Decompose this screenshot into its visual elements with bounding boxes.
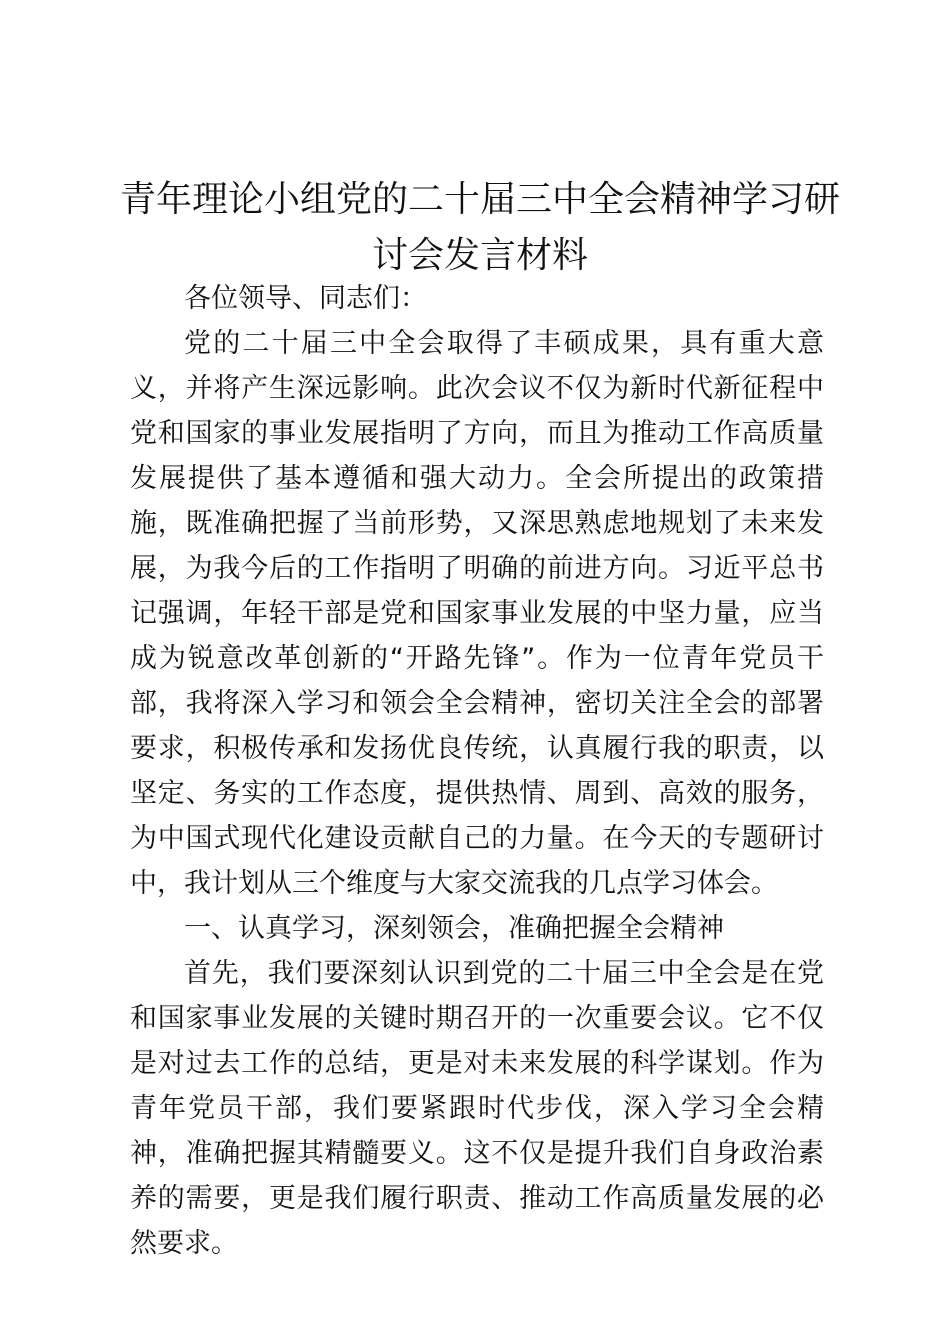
document-title: 青年理论小组党的二十届三中全会精神学习研讨会发言材料 bbox=[120, 179, 841, 276]
document-body bbox=[130, 276, 824, 1266]
section-heading: 一、认真学习，深刻领会，准确把握全会精神 bbox=[184, 913, 724, 944]
salutation: 各位领导、同志们： bbox=[184, 283, 427, 314]
section-paragraph: 首先，我们要深刻认识到党的二十届三中全会是在党和国家事业发展的关键时期召开的一次重要会议。它不仅是对过去工作的总结，更是对未来发展的科学谋划。作为青年党员干部，我们要紧跟时代步伐，深入学习全会精神，准确把握其精髓要义。这不仅是提升我们自身政治素养的需要，更是我们履行职责、推动工作高质量发展的必然要求。 bbox=[130, 958, 824, 1259]
intro-paragraph: 党的二十届三中全会取得了丰硕成果，具有重大意义，并将产生深远影响。此次会议不仅为新时代新征程中党和国家的事业发展指明了方向，而且为推动工作高质量发展提供了基本遵循和强大动力。全会所提出的政策措施，既准确把握了当前形势，又深思熟虑地规划了未来发展，为我今后的工作指明了明确的前进方向。习近平总书记强调，年轻干部是党和国家事业发展的中坚力量，应当成为锐意改革创新的“开路先锋”。作为一位青年党员干部，我将深入学习和领会全会精神，密切关注全会的部署要求，积极传承和发扬优良传统，认真履行我的职责，以坚定、务实的工作态度，提供热情、周到、高效的服务，为中国式现代化建设贡献自己的力量。在今天的专题研讨中，我计划从三个维度与大家交流我的几点学习体会。 bbox=[130, 328, 824, 899]
